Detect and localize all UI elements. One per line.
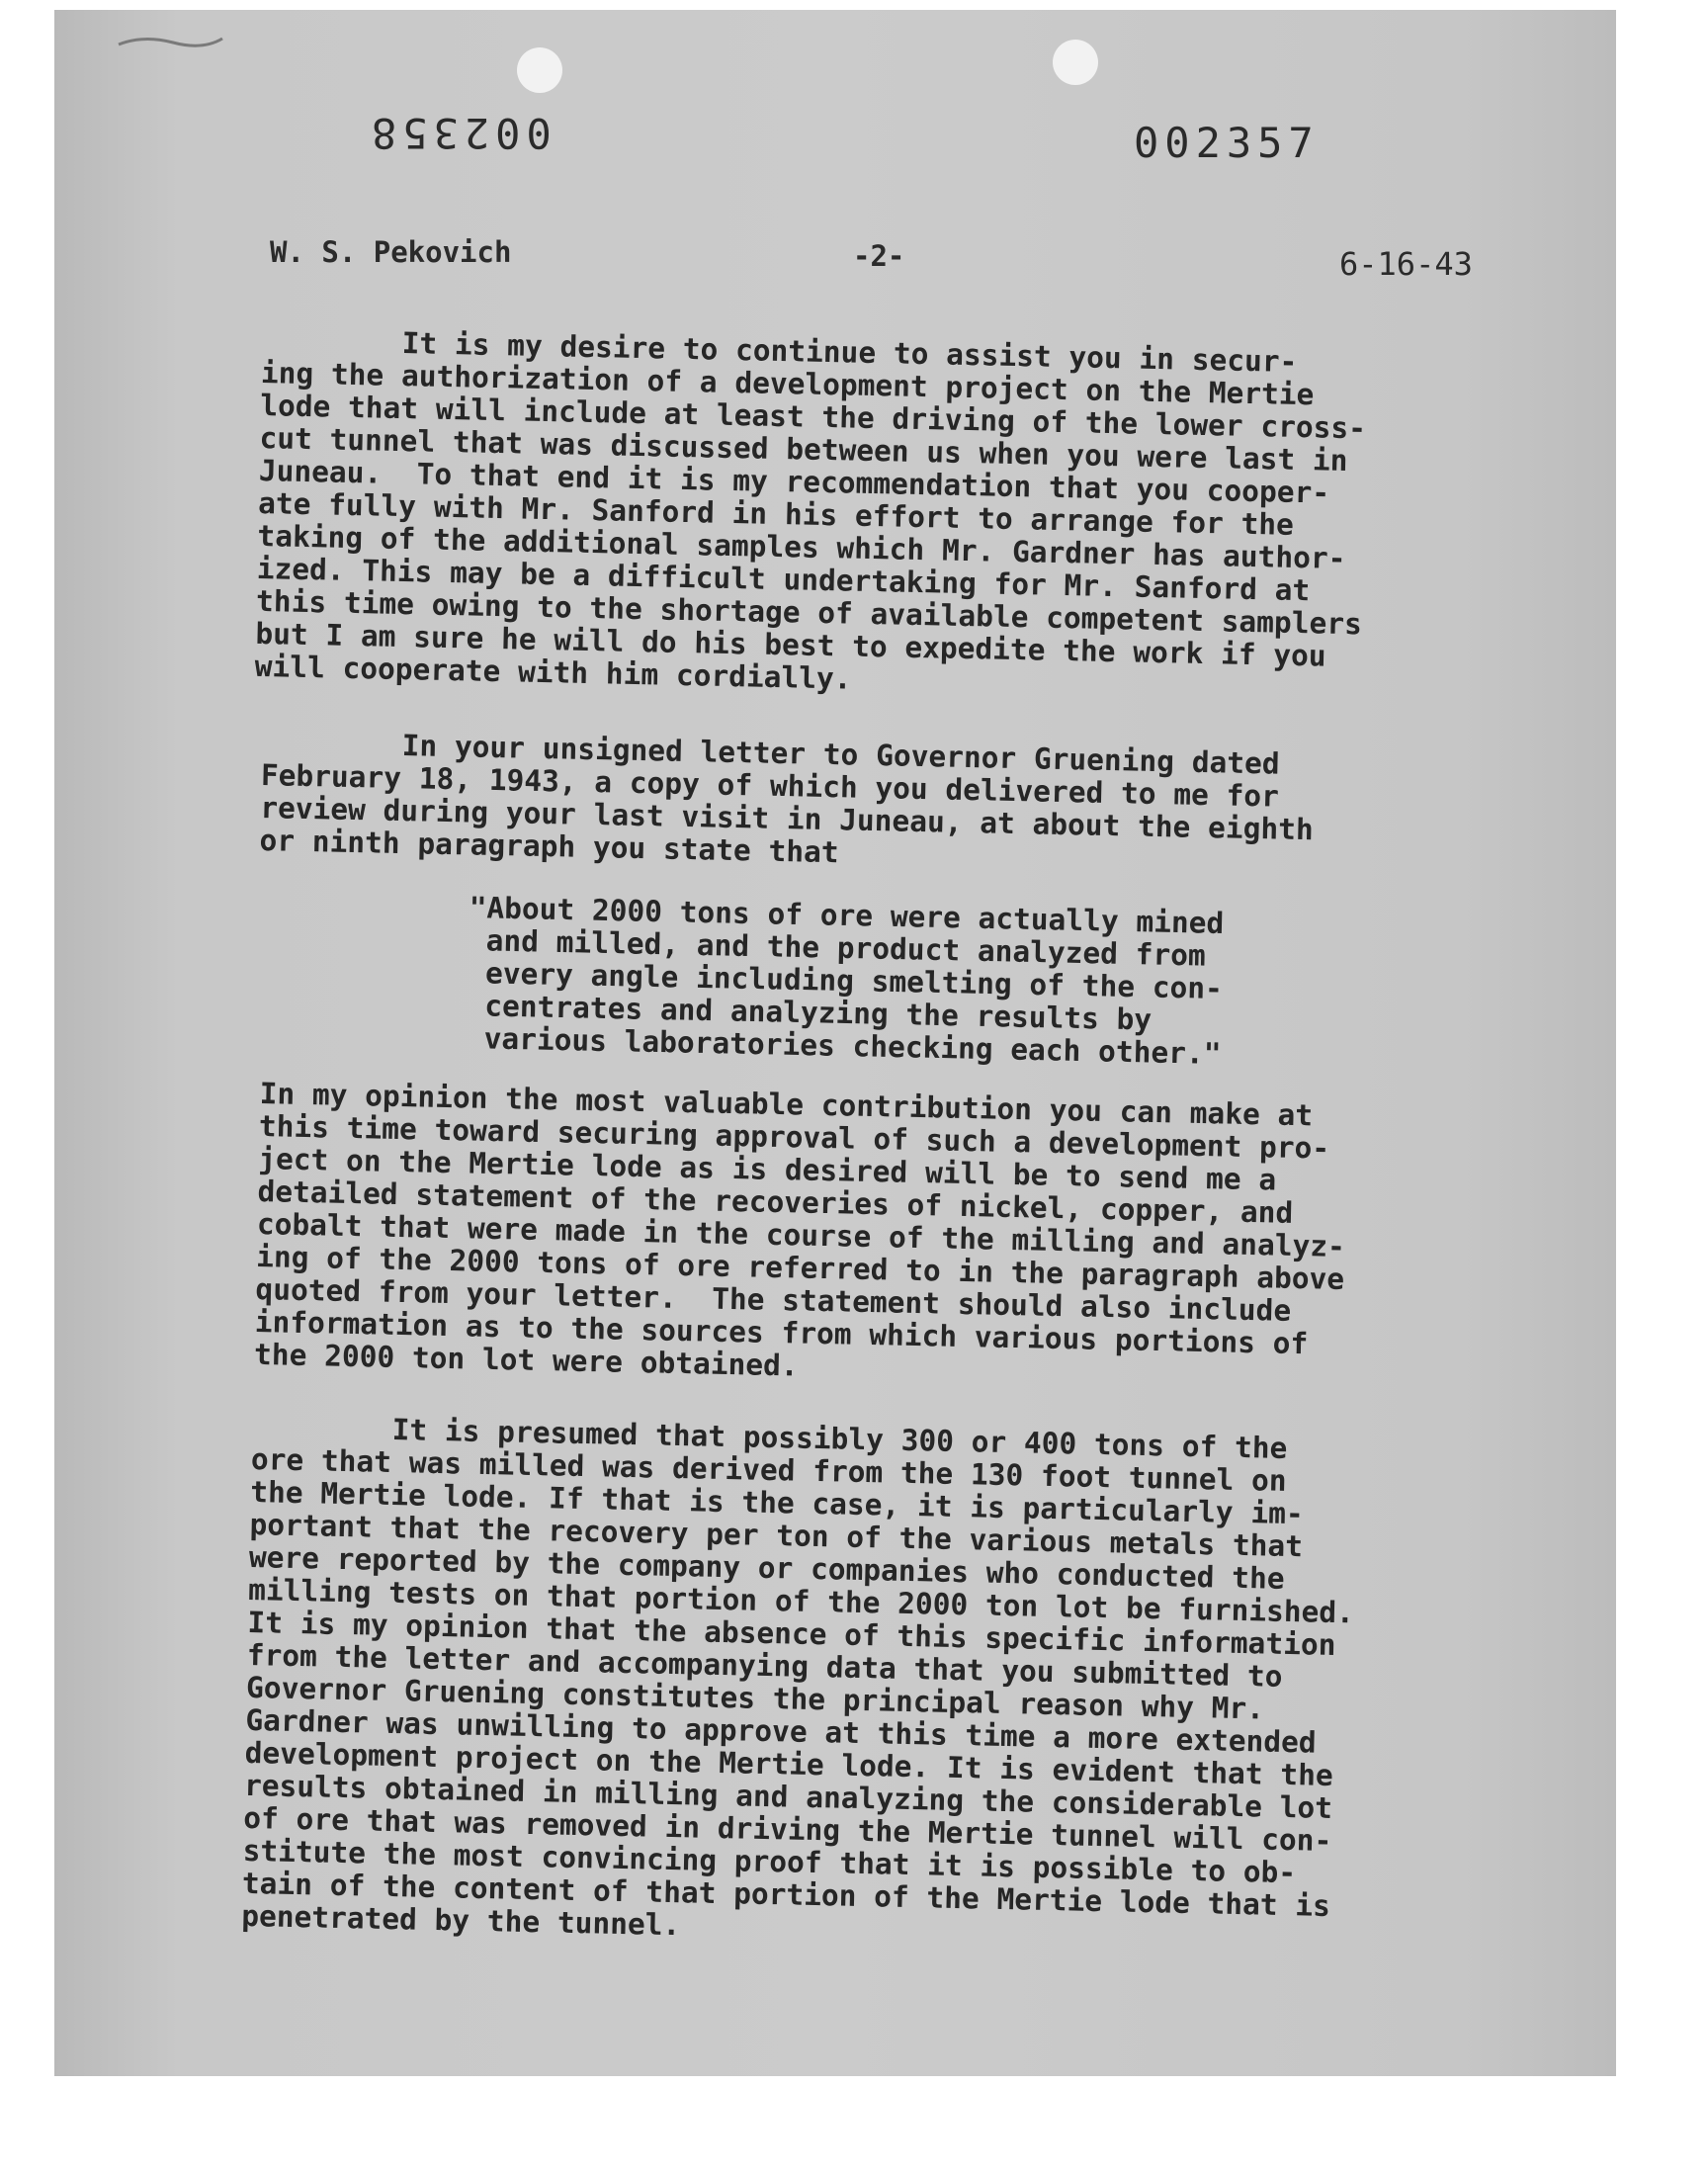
letter-date: 6-16-43 bbox=[1339, 245, 1473, 283]
paragraph-1: It is my desire to continue to assist you in secur- ing the authorization of a development project on the Mertie lode that will include at least the driving of the lower cross- cut tunnel that was discussed between us when you were last in Juneau. To that end it is my recommendation that you cooper- ate fully with Mr. Sanford in his effort to arrange for the taking of the additional samples which Mr. Gardner has author- ized. This may be a difficult undertaking for Mr. Sanford at this time owing to the shortage of available competent samplers but I am sure he will do his best to expedite the work if you will cooperate with him cordially. bbox=[254, 323, 1367, 696]
page-stamp-number-inverted: 002358 bbox=[366, 109, 552, 157]
punch-hole bbox=[1053, 40, 1098, 85]
ink-smudge bbox=[114, 25, 232, 64]
document-page bbox=[54, 10, 1616, 2076]
page-number: -2- bbox=[853, 239, 905, 273]
block-quote: "About 2000 tons of ore were actually mined and milled, and the product analyzed from every angle including smelting of the con- centrates and analyzing the results by various laboratories checking each other." bbox=[466, 891, 1225, 1071]
paragraph-4: It is presumed that possibly 300 or 400 tons of the ore that was milled was derived from the 130 foot tunnel on the Mertie lode. If that is the case, it is particularly im- portant that the recovery per ton of the various metals that were reported by the company or companies who conducted the milling tests on that portion of the 2000 ton lot be furnished. It is my opinion that the absence of this specific information from the letter and accompanying data that you submitted to Governor Gruening constitutes the principal reason why Mr. Gardner was unwilling to approve at this time a more extended development project on the Mertie lode. It is evident that the results obtained in milling and analyzing the considerable lot of ore that was removed in driving the Mertie tunnel will con- stitute the most convincing proof that it is possible to ob- tain of the content of that portion of the Mertie lode that is penetrated by the tunnel. bbox=[240, 1410, 1355, 1943]
paragraph-2: In your unsigned letter to Governor Gruening dated February 18, 1943, a copy of which you delivered to me for review during your last visit in Juneau, at about the eighth or ninth paragraph you state that bbox=[259, 726, 1315, 870]
recipient-name: W. S. Pekovich bbox=[270, 235, 512, 269]
punch-hole bbox=[517, 47, 562, 93]
page-stamp-number: 002357 bbox=[1134, 119, 1320, 167]
paragraph-3: In my opinion the most valuable contribution you can make at this time toward securing approval of such a development pro- ject on the Mertie lode as is desired will be to send me a detailed statement of the recoveries of nickel, copper, and cobalt that were made in the course of the milling and analyz- ing of the 2000 tons of ore referred to in the paragraph above quoted from your letter. The statement should also include information as to the sources from which various portions of the 2000 ton lot were obtained. bbox=[253, 1077, 1346, 1383]
